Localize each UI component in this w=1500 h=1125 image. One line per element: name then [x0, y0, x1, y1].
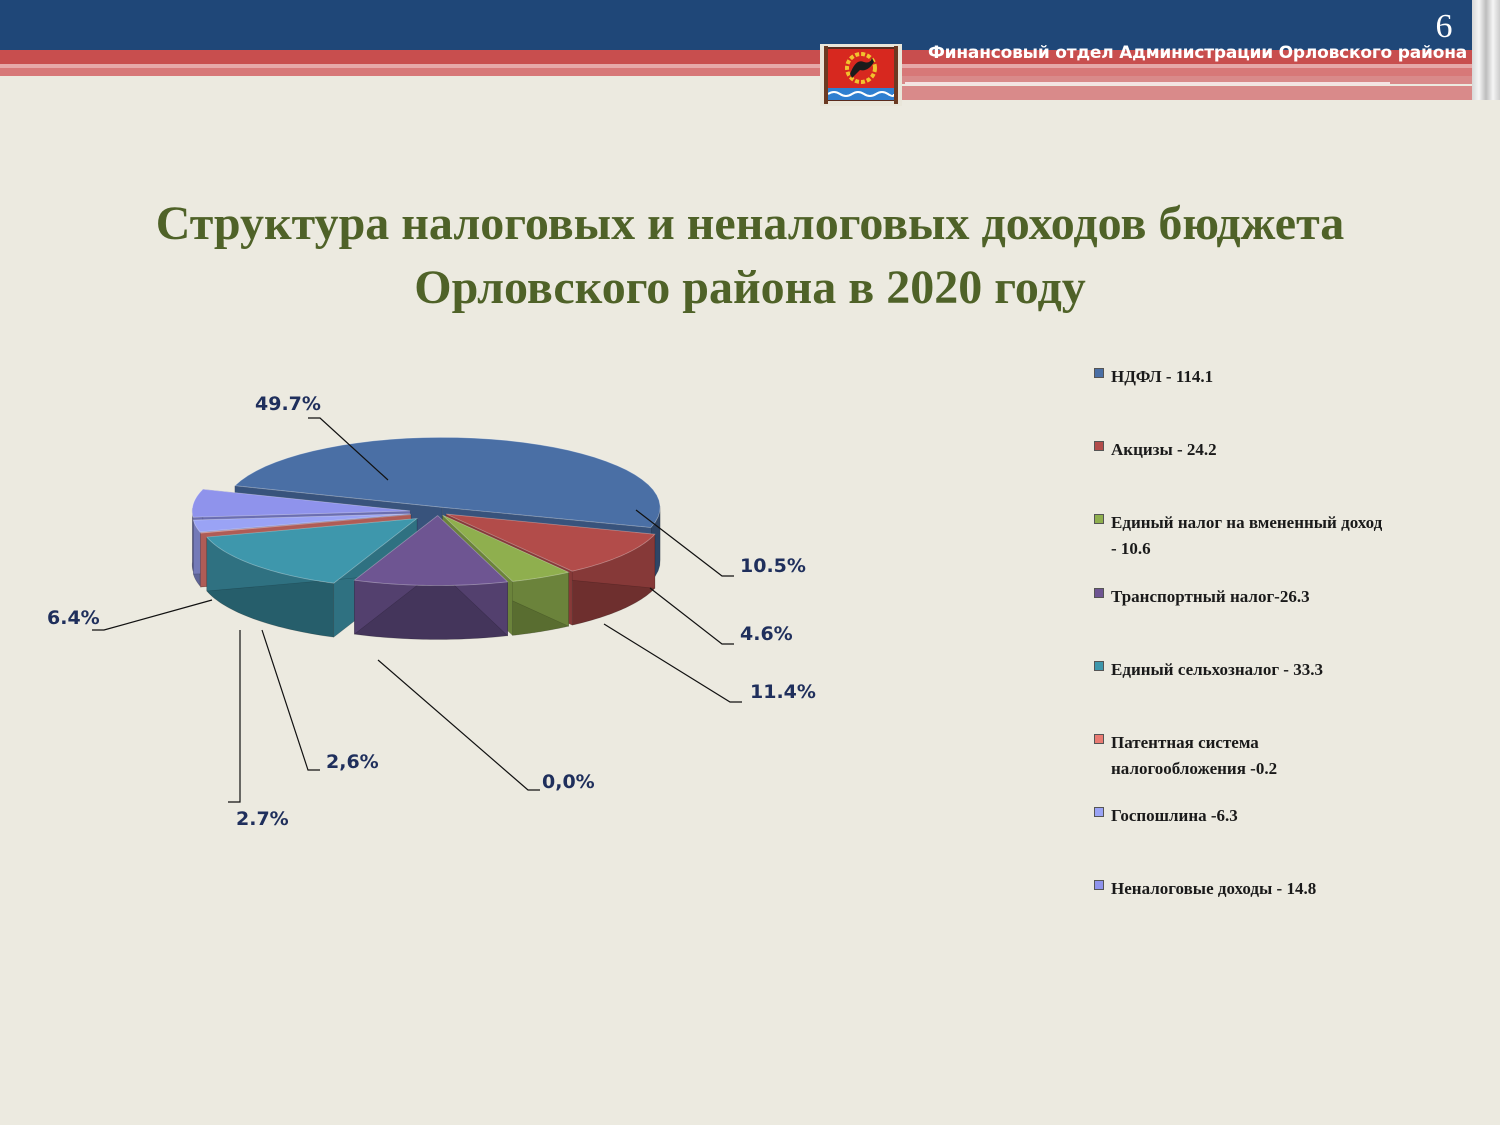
legend-label: Единый сельхозналог - 33.3	[1111, 660, 1323, 679]
leader-line	[378, 660, 540, 790]
data-label: 49.7%	[255, 393, 321, 415]
legend-label: Патентная система налогообложения -0.2	[1111, 733, 1278, 778]
legend-swatch	[1094, 368, 1104, 378]
page-number: 6	[1435, 8, 1453, 45]
chart-title-line-1: Структура налоговых и неналоговых доходов бюджета	[155, 197, 1345, 250]
data-label: 11.4%	[750, 681, 816, 703]
district-coat-of-arms-icon	[820, 44, 902, 106]
leader-line	[262, 630, 320, 770]
data-label: 10.5%	[740, 555, 806, 577]
header-stripe-lower	[0, 68, 1500, 76]
pie-chart	[0, 330, 1500, 950]
legend-swatch	[1094, 441, 1104, 451]
legend-label: Неналоговые доходы - 14.8	[1111, 879, 1317, 898]
legend-swatch	[1094, 588, 1104, 598]
data-label: 2,6%	[326, 751, 379, 773]
data-label: 4.6%	[740, 623, 793, 645]
legend-swatch	[1094, 514, 1104, 524]
data-label: 0,0%	[542, 771, 595, 793]
legend-swatch	[1094, 880, 1104, 890]
leader-line	[92, 600, 212, 630]
header-deco-line	[905, 82, 1390, 85]
legend-swatch	[1094, 734, 1104, 744]
data-label: 6.4%	[47, 607, 100, 629]
organization-name: Финансовый отдел Администрации Орловского района	[928, 43, 1468, 63]
legend-swatch	[1094, 661, 1104, 671]
corner-scroll-decoration	[1472, 0, 1500, 100]
data-label: 2.7%	[236, 808, 289, 830]
header-deco-bar-lower	[900, 86, 1475, 100]
legend-label: Единый налог на вмененный доход - 10.6	[1111, 513, 1383, 558]
legend-swatch	[1094, 807, 1104, 817]
legend-label: НДФЛ - 114.1	[1111, 367, 1214, 386]
legend-label: Транспортный налог-26.3	[1111, 587, 1310, 606]
leader-line	[604, 624, 742, 702]
legend-label: Госпошлина -6.3	[1111, 806, 1238, 825]
leader-line	[650, 588, 734, 644]
chart-title-line-2: Орловского района в 2020 году	[414, 261, 1086, 314]
leader-line	[228, 630, 240, 802]
legend-label: Акцизы - 24.2	[1111, 440, 1217, 459]
